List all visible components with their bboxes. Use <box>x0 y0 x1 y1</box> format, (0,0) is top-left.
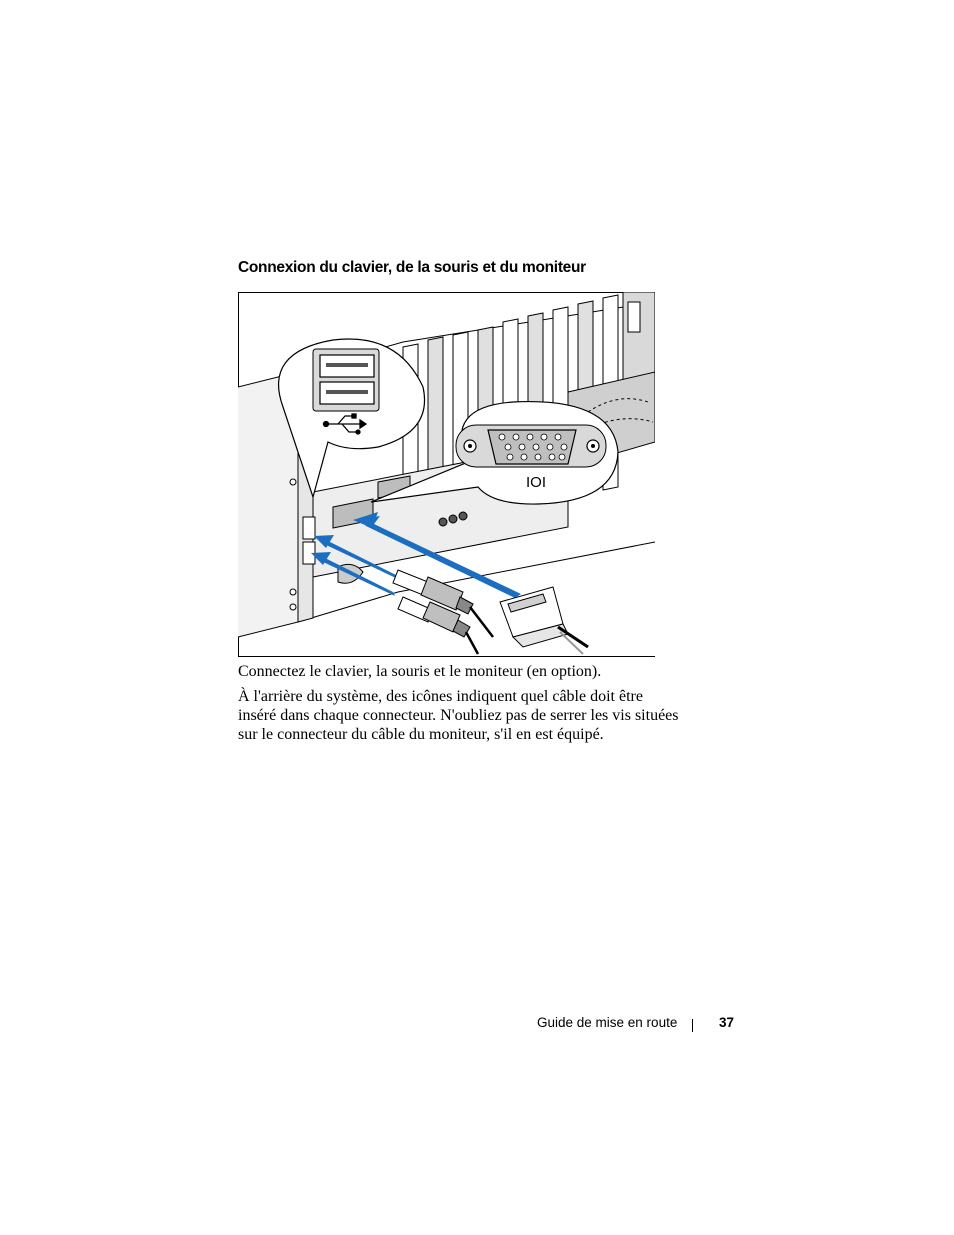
usb-cables <box>393 570 493 654</box>
footer-separator <box>692 1019 693 1032</box>
footer-title: Guide de mise en route <box>537 1015 678 1030</box>
connection-illustration <box>238 292 655 657</box>
vga-symbol: IOI <box>525 474 547 491</box>
page-number: 37 <box>719 1015 735 1030</box>
paragraph-instructions: À l'arrière du système, des icônes indiquent quel câble doit être inséré dans chaque connecteur. N'oubliez pas de serrer les vis situées sur le connecteur du câble du moniteur, s'il en est équipé. <box>238 688 679 743</box>
paragraph-connect: Connectez le clavier, la souris et le moniteur (en option). <box>238 663 602 680</box>
section-heading: Connexion du clavier, de la souris et du moniteur <box>238 259 586 276</box>
